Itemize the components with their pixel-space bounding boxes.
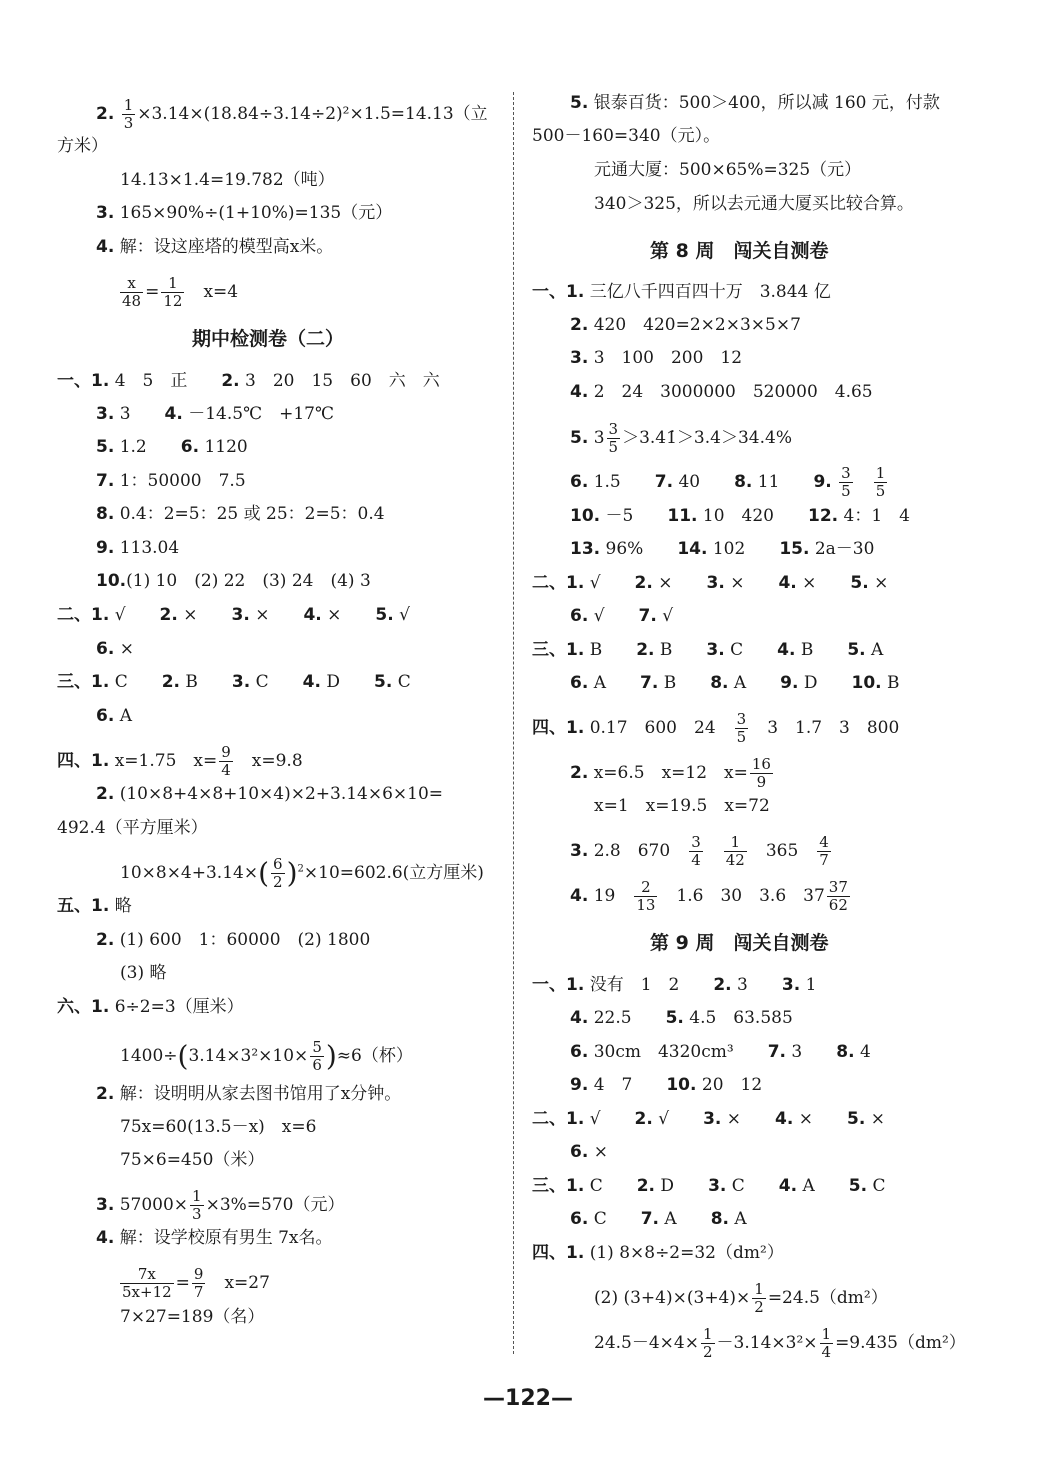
answer-line: 9. 113.04 bbox=[96, 538, 180, 558]
answer-line: 13. 96% 14. 102 15. 2a－30 bbox=[570, 539, 875, 559]
answer-line: 一、1. 没有 1 2 2. 3 3. 1 bbox=[532, 975, 817, 995]
answer-line: 492.4（平方厘米） bbox=[57, 818, 208, 838]
page-number: —122— bbox=[483, 1386, 573, 1411]
answer-line: 二、1. √ 2. √ 3. × 4. × 5. × bbox=[532, 1109, 885, 1129]
answer-line: 二、1. √ 2. × 3. × 4. × 5. × bbox=[532, 573, 889, 593]
answer-line: 二、1. √ 2. × 3. × 4. × 5. √ bbox=[57, 605, 410, 625]
answer-line: 四、1. x=1.75 x= $\frac{9}{4}$ x=9.8 bbox=[57, 743, 303, 779]
answer-line: 500－160=340（元）。 bbox=[532, 126, 721, 146]
answer-line: 4. 2 24 3000000 520000 4.65 bbox=[570, 382, 873, 402]
answer-line: 10×8×4+3.14×( $\frac{6}{2}$ )$^2$×10=602.6(立方厘米) bbox=[120, 855, 484, 891]
answer-line: 一、1. 三亿八千四百四十万 3.844 亿 bbox=[532, 282, 831, 302]
answer-line: 4. 19 $\frac{2}{13}$ 1.6 30 3.6 37 $\frac{37}{62}$ bbox=[570, 878, 848, 914]
answer-line: 1400÷(3.14×3²×10× $\frac{5}{6}$ )≈6（杯） bbox=[120, 1038, 413, 1074]
answer-line: 四、1. 0.17 600 24 $\frac{3}{5}$ 3 1.7 3 800 bbox=[532, 710, 900, 746]
answer-line: 2. $\frac{1}{3}$ ×3.14×(18.84÷3.14÷2)²×1.5=14.13（立 bbox=[96, 96, 488, 132]
section-title: 第 9 周 闯关自测卷 bbox=[650, 932, 829, 954]
answer-line: $\frac{7x}{5x+12}$ = $\frac{9}{7}$ x=27 bbox=[122, 1265, 270, 1301]
answer-line: 三、1. C 2. D 3. C 4. A 5. C bbox=[532, 1176, 886, 1196]
answer-line: 3. 3 4. －14.5℃ +17℃ bbox=[96, 404, 334, 424]
answer-line: 9. 4 7 10. 20 12 bbox=[570, 1075, 763, 1095]
answer-line: 6. A 7. B 8. A 9. D 10. B bbox=[570, 673, 900, 693]
answer-line: 4. 解：设这座塔的模型高x米。 bbox=[96, 237, 334, 257]
answer-line: 元通大厦：500×65%=325（元） bbox=[594, 160, 862, 180]
answer-line: 7×27=189（名） bbox=[120, 1307, 265, 1327]
answer-line: 3. 165×90%÷(1+10%)=135（元） bbox=[96, 203, 393, 223]
section-title: 第 8 周 闯关自测卷 bbox=[650, 240, 829, 262]
answer-line: 75x=60(13.5－x) x=6 bbox=[120, 1117, 317, 1137]
answer-line: 2. x=6.5 x=12 x= $\frac{16}{9}$ bbox=[570, 755, 771, 791]
answer-line: 6. × bbox=[570, 1142, 608, 1162]
answer-line: 3. 57000× $\frac{1}{3}$ ×3%=570（元） bbox=[96, 1187, 345, 1223]
column-divider bbox=[513, 92, 514, 1354]
answer-line: 75×6=450（米） bbox=[120, 1150, 265, 1170]
answer-line: x=1 x=19.5 x=72 bbox=[594, 796, 770, 816]
answer-line: 6. C 7. A 8. A bbox=[570, 1209, 747, 1229]
answer-line: 10. －5 11. 10 420 12. 4：1 4 bbox=[570, 506, 910, 526]
answer-line: 一、1. 4 5 正 2. 3 20 15 60 六 六 bbox=[57, 371, 440, 391]
answer-line: 五、1. 略 bbox=[57, 896, 132, 916]
answer-line: 4. 22.5 5. 4.5 63.585 bbox=[570, 1008, 793, 1028]
answer-line: 六、1. 6÷2=3（厘米） bbox=[57, 997, 244, 1017]
answer-line: 方米） bbox=[57, 136, 108, 156]
answer-line: 6. A bbox=[96, 706, 132, 726]
section-title: 期中检测卷（二） bbox=[192, 328, 345, 350]
answer-line: 三、1. B 2. B 3. C 4. B 5. A bbox=[532, 640, 884, 660]
answer-line: 6. √ 7. √ bbox=[570, 606, 674, 626]
answer-line: 8. 0.4：2=5：25 或 25：2=5：0.4 bbox=[96, 504, 385, 524]
answer-line: $\frac{x}{48}$ = $\frac{1}{12}$ x=4 bbox=[122, 274, 239, 310]
fraction: $\frac{1}{3}$ bbox=[123, 96, 134, 132]
answer-line: 2. (1) 600 1：60000 (2) 1800 bbox=[96, 930, 371, 950]
answer-line: 5. 银泰百货：500＞400，所以减 160 元，付款 bbox=[570, 93, 940, 113]
answer-line: 6. 30cm 4320cm³ 7. 3 8. 4 bbox=[570, 1042, 871, 1062]
answer-line: 3. 2.8 670 $\frac{3}{4}$ $\frac{1}{42}$ 365 $\frac{4}{7}$ bbox=[570, 833, 829, 869]
answer-line: (2) (3+4)×(3+4)× $\frac{1}{2}$ =24.5（dm²） bbox=[594, 1280, 888, 1316]
answer-line: 2. (10×8+4×8+10×4)×2+3.14×6×10= bbox=[96, 784, 444, 804]
answer-line: (3) 略 bbox=[120, 963, 167, 983]
answer-line: 3. 3 100 200 12 bbox=[570, 348, 743, 368]
answer-line: 四、1. (1) 8×8÷2=32（dm²） bbox=[532, 1243, 784, 1263]
answer-line: 2. 420 420=2×2×3×5×7 bbox=[570, 315, 801, 335]
answer-line: 5. 3 $\frac{3}{5}$ ＞3.41̇＞3.4＞34.4% bbox=[570, 420, 792, 456]
answer-line: 6. 1.5 7. 40 8. 11 9. $\frac{3}{5}$ $\frac{1}{5}$ bbox=[570, 464, 886, 500]
answer-line: 4. 解：设学校原有男生 7x名。 bbox=[96, 1228, 333, 1248]
answer-line: 5. 1.2 6. 1120 bbox=[96, 437, 248, 457]
answer-line: 2. 解：设明明从家去图书馆用了x分钟。 bbox=[96, 1084, 402, 1104]
answer-line: 6. × bbox=[96, 639, 134, 659]
answer-line: 7. 1：50000 7.5 bbox=[96, 471, 246, 491]
answer-line: 24.5－4×4× $\frac{1}{2}$ －3.14×3²× $\frac{1}{4}$ =9.435（dm²） bbox=[594, 1325, 966, 1361]
answer-line: 340＞325，所以去元通大厦买比较合算。 bbox=[594, 194, 914, 214]
answer-line: 14.13×1.4=19.782（吨） bbox=[120, 170, 335, 190]
answer-line: 三、1. C 2. B 3. C 4. D 5. C bbox=[57, 672, 411, 692]
answer-line: 10.(1) 10 (2) 22 (3) 24 (4) 3 bbox=[96, 571, 371, 591]
